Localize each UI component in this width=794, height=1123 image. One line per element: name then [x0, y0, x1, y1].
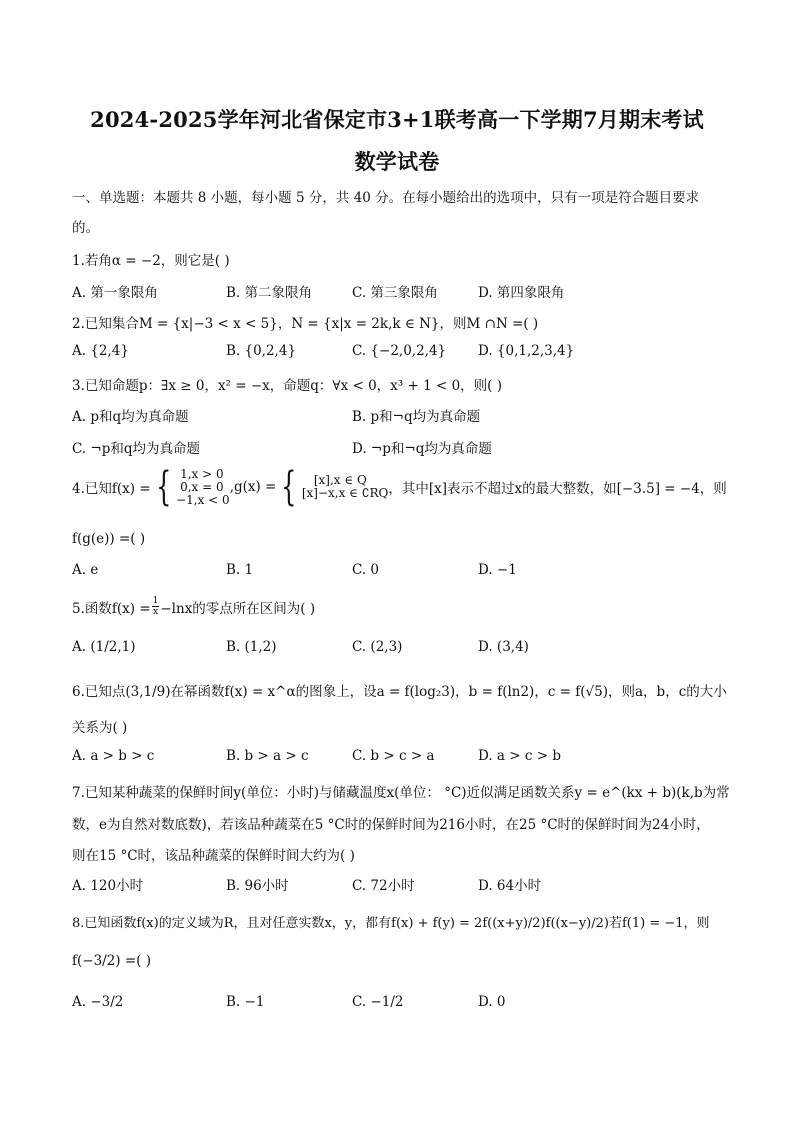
question-3-option-d: D. ¬p和¬q均为真命题 — [352, 441, 492, 457]
question-6-option-b: B. b > a > c — [226, 748, 309, 764]
question-1-stem: 1.若角α = −2，则它是( ) — [72, 253, 230, 269]
question-1-option-b: B. 第二象限角 — [226, 285, 313, 301]
piecewise-g-case-2: [x]−x,x ∈ ∁RQ — [301, 486, 389, 500]
question-8-option-a: A. −3/2 — [72, 994, 124, 1010]
question-4-option-c: C. 0 — [352, 562, 380, 578]
section-heading-line2: 的。 — [72, 220, 99, 236]
question-2-option-d: D. {0,1,2,3,4} — [478, 343, 575, 359]
piecewise-f-case-2: 0,x = 0 — [180, 479, 224, 494]
question-3-option-c: C. ¬p和q均为真命题 — [72, 441, 201, 457]
question-5-stem-a: 5.函数f(x) = — [72, 600, 151, 617]
question-4-option-a: A. e — [72, 562, 99, 578]
question-5-option-a: A. (1/2,1) — [72, 639, 136, 655]
question-2-option-c: C. {−2,0,2,4} — [352, 343, 447, 359]
question-5-stem — [72, 596, 315, 617]
question-7-stem-line2: 数，e为自然对数底数)，若该品种蔬菜在5 °C时的保鲜时间为216小时，在25 °C时的保鲜时间为24小时， — [72, 817, 710, 833]
question-4-stem-d: f(g(e)) =( ) — [72, 531, 146, 547]
exam-title: 2024-2025学年河北省保定市3+1联考高一下学期7月期末考试 — [90, 107, 704, 132]
question-7-option-a: A. 120小时 — [72, 878, 144, 894]
exam-subtitle: 数学试卷 — [354, 149, 440, 174]
question-6-option-c: C. b > c > a — [352, 748, 435, 764]
question-7-stem-line1: 7.已知某种蔬菜的保鲜时间y(单位：小时)与储藏温度x(单位： °C)近似满足函数关系y = e^(kx + b)(k,b为常 — [72, 785, 730, 801]
question-8-option-c: C. −1/2 — [352, 994, 404, 1010]
question-2-stem: 2.已知集合M = {x|−3 < x < 5}，N = {x|x = 2k,k ∈ N}，则M ∩N =( ) — [72, 316, 539, 332]
question-2-option-a: A. {2,4} — [72, 343, 129, 359]
section-heading-line1: 一、单选题：本题共 8 小题，每小题 5 分，共 40 分。在每小题给出的选项中，只有一项是符合题目要求 — [72, 190, 700, 206]
question-7-option-b: B. 96小时 — [226, 878, 289, 894]
piecewise-f — [176, 468, 230, 507]
question-4-stem-a: 4.已知f(x) = — [72, 481, 151, 497]
question-2-option-b: B. {0,2,4} — [226, 343, 297, 359]
question-1-option-a: A. 第一象限角 — [72, 285, 158, 301]
question-5-option-d: D. (3,4) — [478, 639, 529, 655]
left-brace-icon: { — [281, 464, 297, 510]
question-5-option-c: C. (2,3) — [352, 639, 403, 655]
question-6-stem-line2: 关系为( ) — [72, 720, 128, 736]
fraction-numerator: 1 — [152, 596, 159, 606]
fraction-denominator: x — [152, 607, 159, 617]
piecewise-f-case-1: 1,x > 0 — [180, 466, 224, 481]
question-7-option-d: D. 64小时 — [478, 878, 542, 894]
left-brace-icon: { — [155, 464, 172, 510]
question-4-option-b: B. 1 — [226, 562, 254, 578]
question-1-option-d: D. 第四象限角 — [478, 285, 565, 301]
question-6-stem-line1: 6.已知点(3,1/9)在幂函数f(x) = x^α的图象上，设a = f(log₂3)，b = f(ln2)，c = f(√5)，则a，b，c的大小 — [72, 684, 727, 700]
question-8-stem-line2: f(−3/2) =( ) — [72, 953, 151, 969]
question-3-option-a: A. p和q均为真命题 — [72, 409, 189, 425]
piecewise-g-case-1: [x],x ∈ Q — [313, 473, 367, 487]
question-8-option-d: D. 0 — [478, 994, 506, 1010]
question-7-stem-line3: 则在15 °C时，该品种蔬菜的保鲜时间大约为( ) — [72, 848, 355, 864]
question-5-stem-b: −lnx的零点所在区间为( ) — [160, 600, 316, 617]
question-4-stem — [72, 464, 727, 510]
question-4-option-d: D. −1 — [478, 562, 517, 578]
question-8-stem-line1: 8.已知函数f(x)的定义域为R，且对任意实数x，y，都有f(x) + f(y) = 2f((x+y)/2)f((x−y)/2)若f(1) = −1，则 — [72, 916, 710, 931]
question-6-option-d: D. a > c > b — [478, 748, 561, 764]
piecewise-g — [302, 474, 389, 500]
question-3-stem: 3.已知命题p：∃x ≥ 0，x² = −x，命题q：∀x < 0，x³ + 1 < 0，则( ) — [72, 378, 502, 394]
question-3-option-b: B. p和¬q均为真命题 — [352, 409, 481, 425]
question-7-option-c: C. 72小时 — [352, 878, 415, 894]
question-5-option-b: B. (1,2) — [226, 639, 277, 655]
question-4-stem-b: ,g(x) = — [229, 479, 277, 495]
fraction-1-over-x — [152, 596, 160, 617]
question-8-option-b: B. −1 — [226, 994, 265, 1010]
question-1-option-c: C. 第三象限角 — [352, 285, 438, 301]
piecewise-f-case-3: −1,x < 0 — [176, 492, 230, 507]
question-4-stem-c: ，其中[x]表示不超过x的最大整数，如[−3.5] = −4，则 — [388, 481, 727, 497]
question-6-option-a: A. a > b > c — [72, 748, 155, 764]
